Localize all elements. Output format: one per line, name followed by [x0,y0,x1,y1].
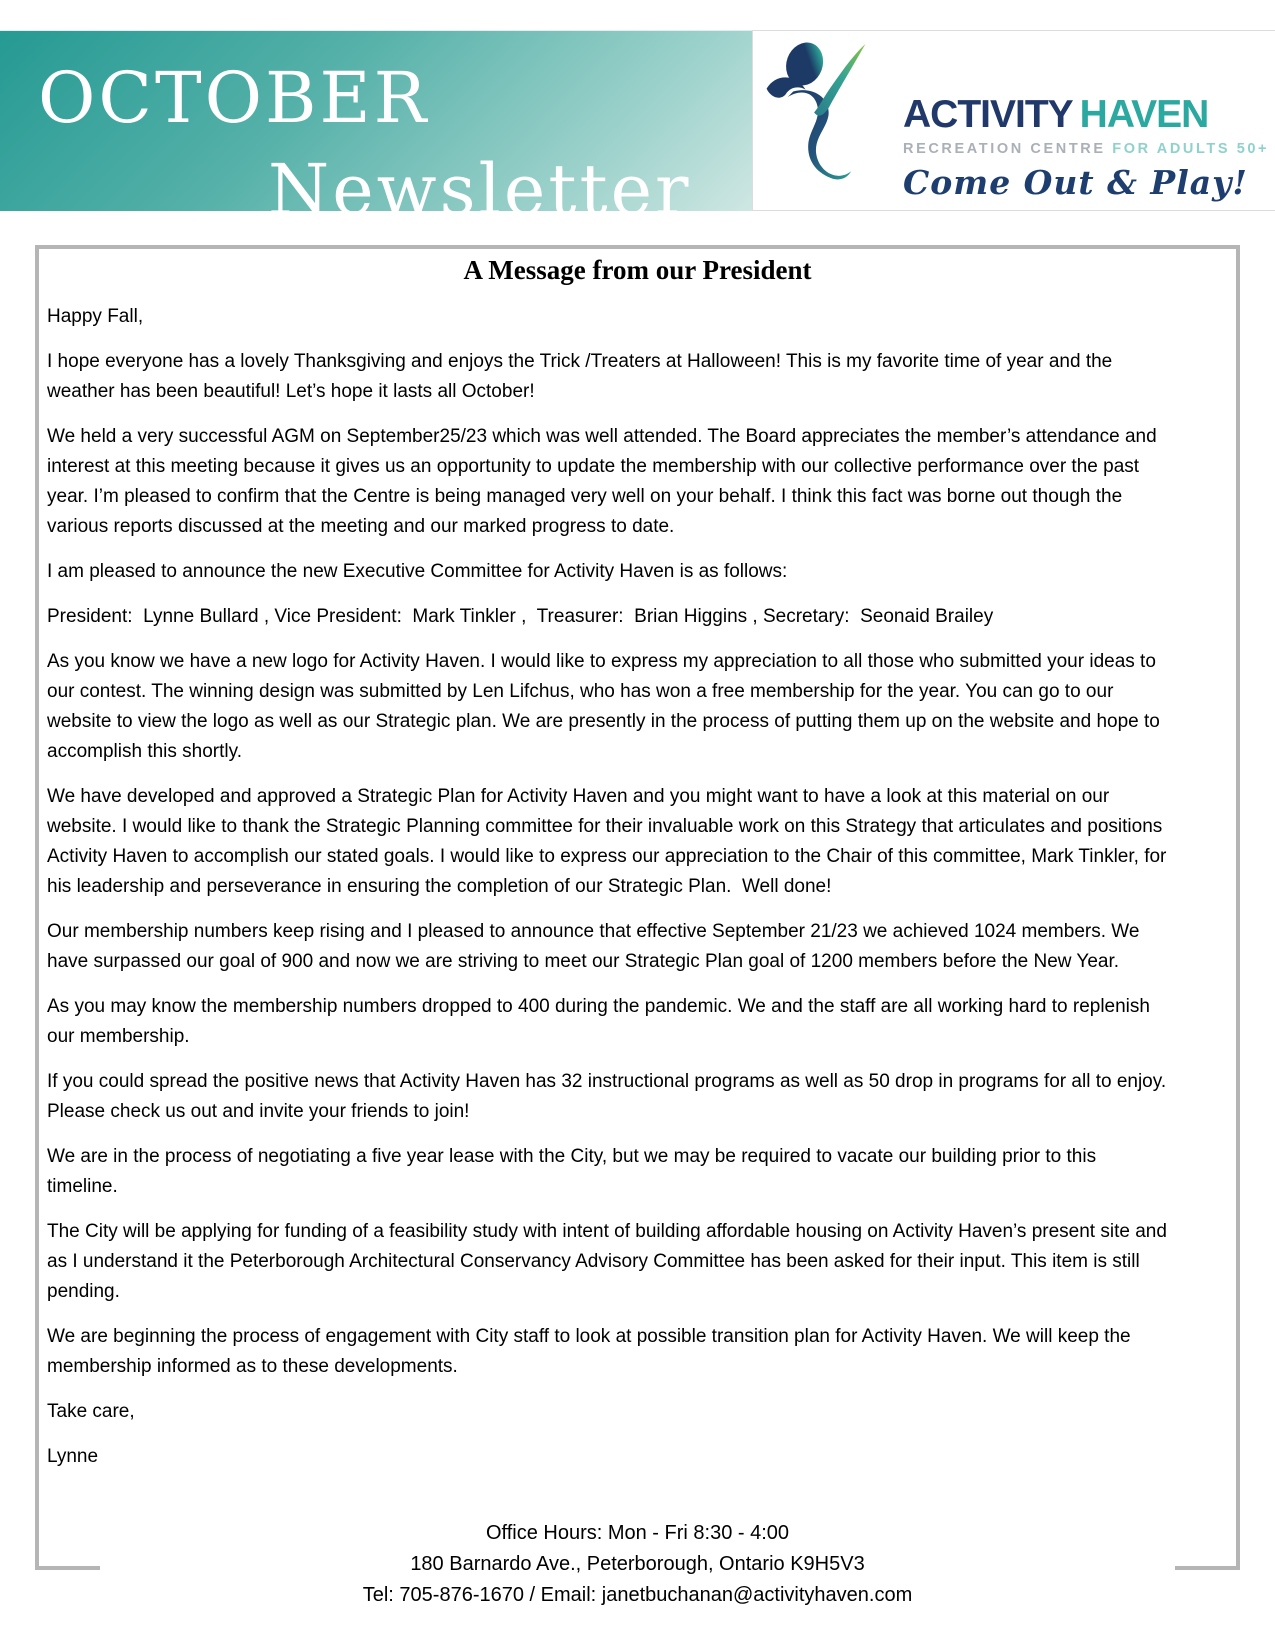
message-paragraph: As you know we have a new logo for Activity Haven. I would like to express my appreciation to all those who submitted your ideas to our contest. The winning design was submitted by Len Lifchus, who has won a free membership for the year. You can go to our website to view the logo as well as our Strategic plan. We are presently in the process of putting them up on the website and hope to accomplish this shortly. [47,651,1166,762]
newsletter-title: Newsletter [268,149,692,231]
message-paragraph: As you may know the membership numbers dropped to 400 during the pandemic. We and the staff are all working hard to replenish our membership. [47,996,1156,1047]
logo-name [903,93,1209,137]
message-paragraph: Happy Fall, [47,306,144,327]
logo-subtitle-recreation-centre: RECREATION CENTRE [903,141,1113,157]
message-paragraph: We have developed and approved a Strategic Plan for Activity Haven and you might want to have a look at this material on our website. I would like to thank the Strategic Planning committee for their invaluable work on this Strategy that articulates and positions Activity Haven to accomplish our stated goals. I would like to express our appreciation to the Chair of this committee, Mark Tinkler, for his leadership and perseverance in ensuring the completion of our Strategic Plan. Well done! [47,786,1172,897]
message-paragraph: We are beginning the process of engagement with City staff to look at possible transition plan for Activity Haven. We will keep the membership informed as to these developments. [47,1326,1136,1377]
activity-haven-logo [752,30,1275,211]
footer-contact-block [100,1518,1175,1611]
logo-subtitle-for-adults: FOR ADULTS 50+ [1112,141,1270,157]
logo-text-block [903,31,1270,210]
message-paragraph: I hope everyone has a lovely Thanksgiving and enjoys the Trick /Treaters at Halloween! This is my favorite time of year and the weather has been beautiful! Let’s hope it lasts all October! [47,351,1118,402]
message-title: A Message from our President [463,255,812,285]
message-paragraph: The City will be applying for funding of a feasibility study with intent of building affordable housing on Activity Haven’s present site and as I understand it the Peterborough Architectural Conservancy Advisory Committee has been asked for their input. This item is still pending. [47,1221,1173,1302]
office-hours: Office Hours: Mon - Fri 8:30 - 4:00 [485,1522,790,1544]
message-paragraph: I am pleased to announce the new Executive Committee for Activity Haven is as follows: [47,561,788,582]
person-figure-icon [759,35,873,205]
logo-tagline: Come Out & Play! [903,163,1248,202]
message-paragraph: If you could spread the positive news that Activity Haven has 32 instructional programs as well as 50 drop in programs for all to enjoy. Please check us out and invite your friends to join! [47,1071,1172,1122]
message-paragraph: President: Lynne Bullard , Vice President: Mark Tinkler , Treasurer: Brian Higgins , Secretary: Seonaid Brailey [47,606,994,627]
president-message-box [35,245,1240,1570]
message-paragraph: We are in the process of negotiating a five year lease with the City, but we may be required to vacate our building prior to this timeline. [47,1146,1102,1197]
message-paragraph: We held a very successful AGM on September25/23 which was well attended. The Board appreciates the member’s attendance and interest at this meeting because it gives us an opportunity to update the membership with our collective performance over the past year. I’m pleased to confirm that the Centre is being managed very well on your behalf. I think this fact was borne out though the various reports discussed at the meeting and our marked progress to date. [47,426,1162,537]
address: 180 Barnardo Ave., Peterborough, Ontario K9H5V3 [410,1553,865,1575]
message-paragraph: Lynne [47,1446,99,1467]
message-body [39,302,1236,1472]
header-banner [0,30,753,231]
logo-subtitle [903,141,1270,157]
message-paragraph: Take care, [47,1401,135,1422]
logo-name-haven: HAVEN [1079,93,1209,136]
contact-line: Tel: 705-876-1670 / Email: janetbuchanan@activityhaven.com [362,1584,913,1606]
message-paragraph: Our membership numbers keep rising and I pleased to announce that effective September 21/23 we achieved 1024 members. We have surpassed our goal of 900 and now we are striving to meet our Strategic Plan goal of 1200 members before the New Year. [47,921,1145,972]
newsletter-month-title: OCTOBER [38,57,430,139]
logo-name-activity: ACTIVITY [903,93,1073,136]
